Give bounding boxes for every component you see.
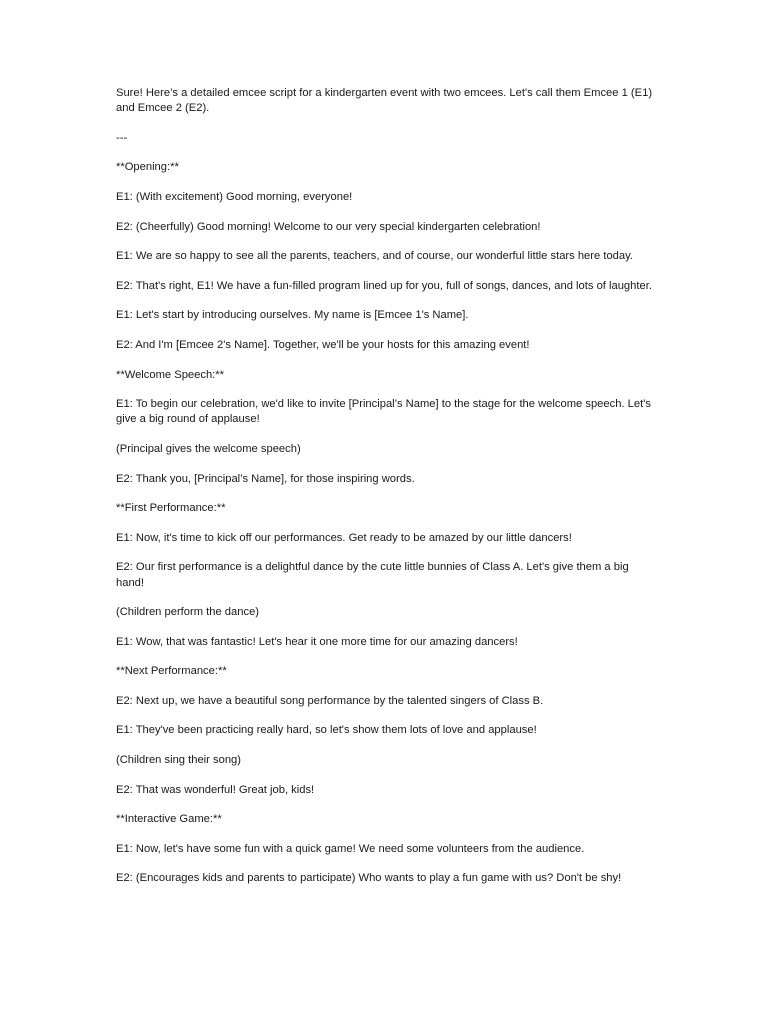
- section-heading-welcome-speech: **Welcome Speech:**: [116, 368, 224, 381]
- document-page: [116, 86, 656, 901]
- separator-line: ---: [116, 131, 128, 144]
- intro-paragraph: Sure! Here’s a detailed emcee script for a kindergarten event with two emcees. Let's call them Emcee 1 (E1) and Emcee 2 (E2).: [116, 87, 653, 115]
- script-line: E2: Thank you, [Principal’s Name], for those inspiring words.: [116, 472, 415, 485]
- script-line: E2: (Cheerfully) Good morning! Welcome to our very special kindergarten celebration!: [116, 220, 541, 233]
- script-line: E1: Now, let's have some fun with a quick game! We need some volunteers from the audience.: [116, 842, 585, 855]
- section-heading-interactive-game: **Interactive Game:**: [116, 813, 222, 826]
- script-line: E1: Wow, that was fantastic! Let's hear it one more time for our amazing dancers!: [116, 635, 518, 648]
- script-line: E2: (Encourages kids and parents to participate) Who wants to play a fun game with us? Don't be shy!: [116, 872, 622, 885]
- stage-direction: (Principal gives the welcome speech): [116, 442, 301, 455]
- script-line: E2: That was wonderful! Great job, kids!: [116, 783, 315, 796]
- script-line: E1: They've been practicing really hard, so let's show them lots of love and applause!: [116, 724, 537, 737]
- script-line: E2: That's right, E1! We have a fun-filled program lined up for you, full of songs, dances, and lots of laughter.: [116, 279, 652, 292]
- script-line: E2: Next up, we have a beautiful song performance by the talented singers of Class B.: [116, 694, 544, 707]
- stage-direction: (Children perform the dance): [116, 606, 260, 619]
- stage-direction: (Children sing their song): [116, 754, 241, 767]
- section-heading-next-performance: **Next Performance:**: [116, 665, 227, 678]
- section-heading-opening: **Opening:**: [116, 161, 179, 174]
- script-line: E1: To begin our celebration, we'd like to invite [Principal’s Name] to the stage for the welcome speech. Let's give a big round of applause!: [116, 398, 651, 426]
- script-line: E2: Our first performance is a delightful dance by the cute little bunnies of Class A. Let's give them a big hand!: [116, 561, 629, 589]
- script-line: E2: And I'm [Emcee 2's Name]. Together, we'll be your hosts for this amazing event!: [116, 338, 530, 351]
- section-heading-first-performance: **First Performance:**: [116, 502, 226, 515]
- script-line: E1: Now, it's time to kick off our performances. Get ready to be amazed by our little dancers!: [116, 531, 572, 544]
- script-line: E1: (With excitement) Good morning, everyone!: [116, 190, 353, 203]
- script-line: E1: Let's start by introducing ourselves. My name is [Emcee 1's Name].: [116, 309, 469, 322]
- script-line: E1: We are so happy to see all the parents, teachers, and of course, our wonderful little stars here today.: [116, 250, 633, 263]
